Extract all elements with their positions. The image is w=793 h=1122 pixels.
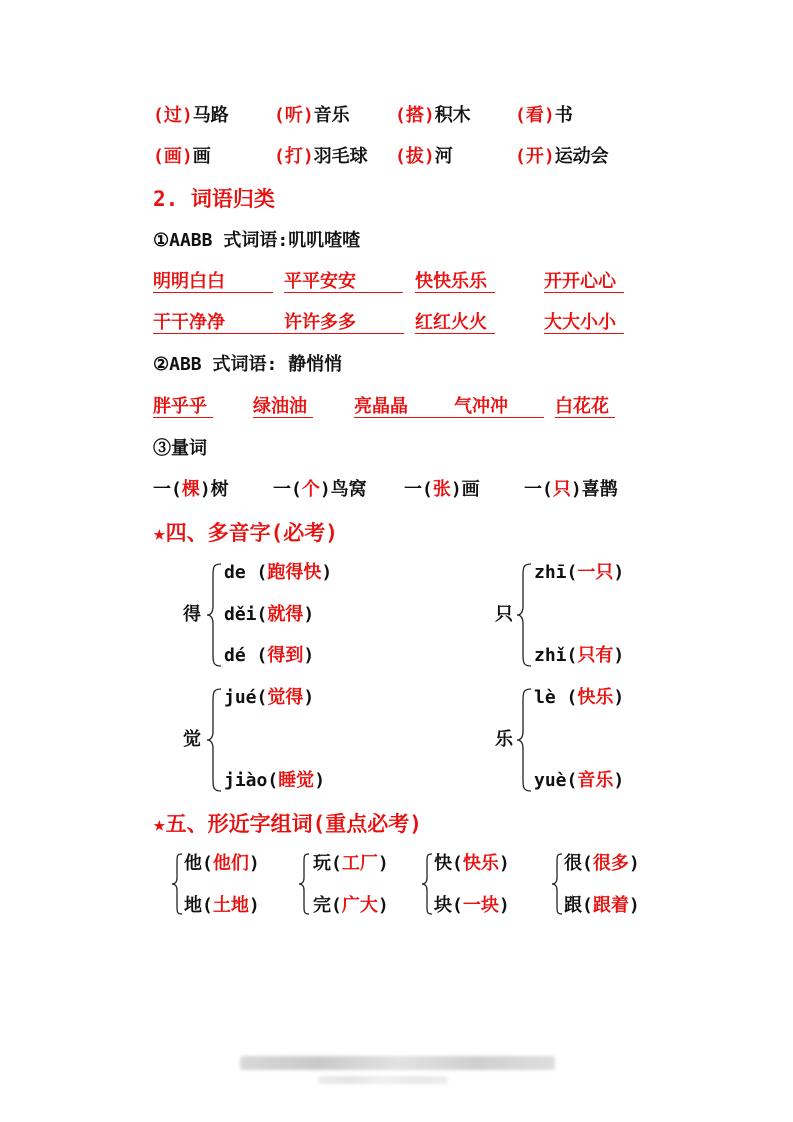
brace-icon <box>515 562 535 668</box>
aabb-word: 开开心心 <box>544 271 616 292</box>
verb-item: (听)音乐 <box>274 105 350 126</box>
brace-icon <box>297 852 311 916</box>
similar-char-item: 快(快乐) <box>434 853 510 874</box>
answer-underline <box>415 333 495 334</box>
measure-item: 一(只)喜鹊 <box>524 479 618 500</box>
polyphone-char: 得 <box>183 604 201 625</box>
measure-item: 一(个)鸟窝 <box>273 479 367 500</box>
similar-char-item: 完(广大) <box>313 895 389 916</box>
measure-item: 一(棵)树 <box>153 479 229 500</box>
similar-char-item: 地(土地) <box>184 895 260 916</box>
abb-label: ②ABB 式词语: 静悄悄 <box>153 354 343 375</box>
aabb-word: 红红火火 <box>415 312 487 333</box>
aabb-word: 快快乐乐 <box>415 271 487 292</box>
aabb-word: 干干净净 <box>153 312 225 333</box>
abb-word: 气冲冲 <box>454 396 508 417</box>
brace-icon <box>205 687 225 793</box>
section-4-title: ★四、多音字(必考) <box>153 521 338 545</box>
blurred-watermark <box>240 1056 555 1070</box>
verb-item: (搭)积木 <box>395 105 471 126</box>
polyphone-reading: dé (得到) <box>224 645 315 666</box>
polyphone-reading: lè (快乐) <box>534 687 625 708</box>
answer-underline <box>555 417 615 418</box>
polyphone-reading: yuè(音乐) <box>534 770 625 791</box>
measure-label: ③量词 <box>153 438 207 459</box>
abb-word: 亮晶晶 <box>354 396 408 417</box>
answer-underline <box>544 333 624 334</box>
verb-item: (打)羽毛球 <box>274 146 368 167</box>
abb-word: 胖乎乎 <box>153 396 207 417</box>
brace-icon <box>205 562 225 668</box>
polyphone-reading: děi(就得) <box>224 604 315 625</box>
brace-icon <box>550 852 564 916</box>
verb-item: (过)马路 <box>153 105 229 126</box>
verb-item: (画)画 <box>153 146 211 167</box>
polyphone-char: 乐 <box>495 729 513 750</box>
brace-icon <box>420 852 434 916</box>
aabb-word: 明明白白 <box>153 271 225 292</box>
answer-underline <box>354 417 544 418</box>
verb-item: (看)书 <box>515 105 573 126</box>
abb-word: 绿油油 <box>253 396 307 417</box>
verb-item: (拔)河 <box>395 146 453 167</box>
similar-char-item: 玩(工厂) <box>313 853 389 874</box>
answer-underline <box>264 333 404 334</box>
similar-char-item: 跟(跟着) <box>564 895 640 916</box>
similar-char-item: 很(很多) <box>564 853 640 874</box>
section-5-title: ★五、形近字组词(重点必考) <box>153 812 422 836</box>
polyphone-reading: jué(觉得) <box>224 687 315 708</box>
aabb-word: 大大小小 <box>544 312 616 333</box>
answer-underline <box>284 292 403 293</box>
similar-char-item: 块(一块) <box>434 895 510 916</box>
polyphone-char: 觉 <box>183 729 201 750</box>
answer-underline <box>544 292 624 293</box>
brace-icon <box>515 687 535 793</box>
polyphone-reading: zhǐ(只有) <box>534 645 625 666</box>
similar-char-item: 他(他们) <box>184 853 260 874</box>
verb-item: (开)运动会 <box>515 146 609 167</box>
aabb-label: ①AABB 式词语:叽叽喳喳 <box>153 230 361 251</box>
polyphone-char: 只 <box>495 604 513 625</box>
section-2-title: 2. 词语归类 <box>153 187 275 211</box>
polyphone-reading: zhī(一只) <box>534 562 625 583</box>
answer-underline <box>153 417 213 418</box>
aabb-word: 平平安安 <box>284 271 356 292</box>
measure-item: 一(张)画 <box>404 479 480 500</box>
blurred-watermark <box>318 1076 448 1084</box>
aabb-word: 许许多多 <box>284 312 356 333</box>
answer-underline <box>153 292 273 293</box>
answer-underline <box>153 333 273 334</box>
brace-icon <box>170 852 184 916</box>
polyphone-reading: jiào(睡觉) <box>224 770 326 791</box>
polyphone-reading: de (跑得快) <box>224 562 333 583</box>
answer-underline <box>415 292 495 293</box>
answer-underline <box>253 417 313 418</box>
abb-word: 白花花 <box>555 396 609 417</box>
